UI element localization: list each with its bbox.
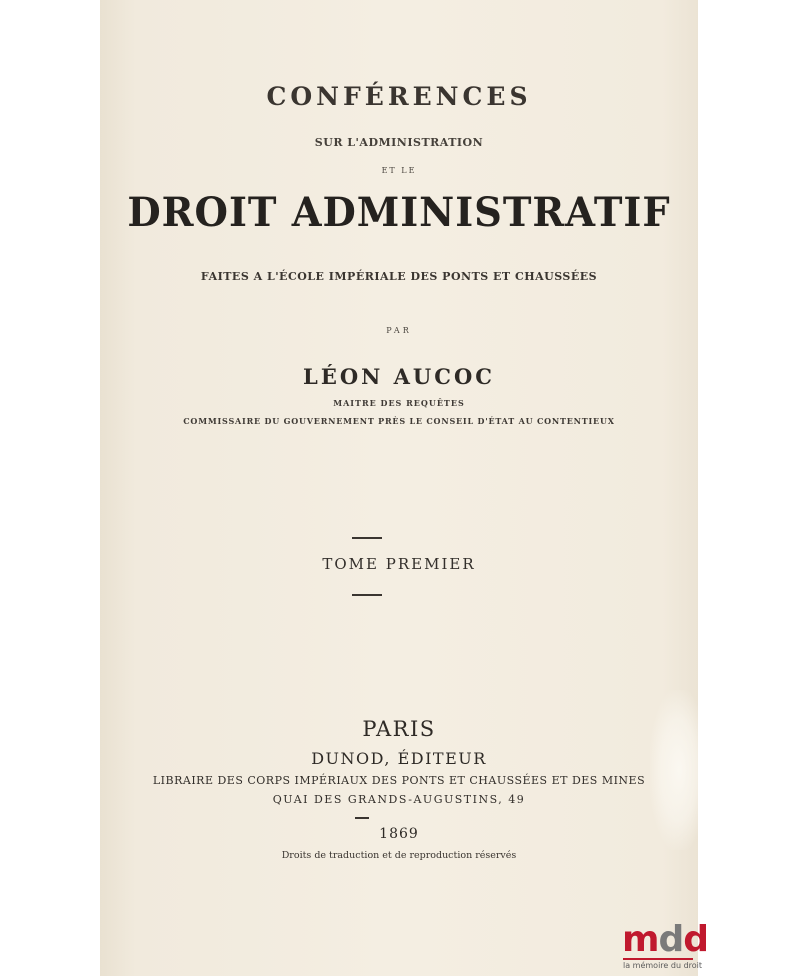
divider-top [352, 537, 382, 539]
mdd-logo-tagline: la mémoire du droit [623, 961, 703, 970]
imprint-publisher: DUNOD, ÉDITEUR [311, 749, 487, 768]
venue-line: FAITES A L'ÉCOLE IMPÉRIALE DES PONTS ET CHAUSSÉES [200, 270, 598, 283]
book-title-page [100, 0, 709, 976]
imprint-address: QUAI DES GRANDS-AUGUSTINS, 49 [272, 793, 526, 806]
author-role-2: COMMISSAIRE DU GOUVERNEMENT PRÈS LE CONSEIL D'ÉTAT AU CONTENTIEUX [183, 416, 615, 426]
subtitle-line-1: SUR L'ADMINISTRATION [314, 136, 484, 149]
divider-bottom [352, 594, 382, 596]
by-line: PAR [386, 326, 412, 335]
author-name: LÉON AUCOC [303, 364, 495, 389]
imprint-rights: Droits de traduction et de reproduction réservés [281, 850, 517, 861]
imprint-city: PARIS [362, 717, 436, 741]
imprint-year: 1869 [379, 826, 419, 842]
paper-stain [650, 690, 698, 850]
mdd-logo-mark: mdd [622, 919, 709, 960]
subtitle-line-2: ET LE [381, 166, 417, 175]
divider-year [355, 817, 369, 819]
title-line-1: CONFÉRENCES [266, 82, 532, 111]
author-role-1: MAITRE DES REQUÊTES [333, 398, 465, 408]
title-line-2: DROIT ADMINISTRATIF [127, 189, 671, 236]
mdd-logo [618, 919, 709, 976]
imprint-publisher-detail: LIBRAIRE DES CORPS IMPÉRIAUX DES PONTS ET CHAUSSÉES ET DES MINES [152, 774, 646, 787]
volume-label: TOME PREMIER [322, 555, 476, 573]
